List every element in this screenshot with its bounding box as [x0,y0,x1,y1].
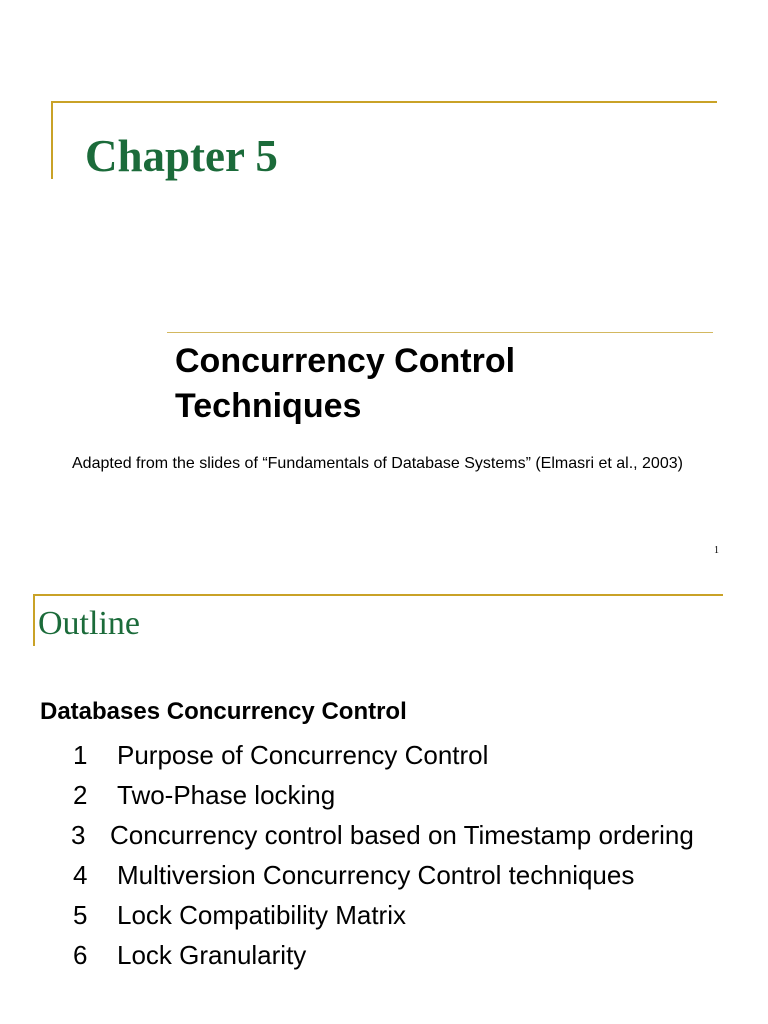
item-number: 2 [73,780,88,810]
item-number: 3 [71,820,86,850]
slide-main-title [175,339,515,429]
chapter-title: Chapter 5 [85,131,278,181]
item-text: Lock Granularity [117,940,307,970]
item-text: Lock Compatibility Matrix [117,900,406,930]
title-line-2: Techniques [175,387,362,425]
title-divider-line [167,332,713,333]
item-number: 6 [73,940,88,970]
item-number: 4 [73,860,88,890]
left-accent-line [51,101,53,179]
top-accent-line [51,101,717,103]
outline-slide [0,575,768,1024]
item-number: 1 [73,740,88,770]
item-text: Purpose of Concurrency Control [117,740,489,770]
outline-title: Outline [38,605,140,642]
section-heading: Databases Concurrency Control [40,698,407,725]
left-accent-line [33,594,35,646]
slide-subtitle: Adapted from the slides of “Fundamentals of Database Systems” (Elmasri et al., 2003) [72,455,683,472]
item-text: Multiversion Concurrency Control techniques [117,860,635,890]
top-accent-line [33,594,723,596]
page-number: 1 [714,545,719,556]
item-text: Two-Phase locking [117,780,336,810]
title-line-1: Concurrency Control [175,342,516,380]
item-number: 5 [73,900,88,930]
item-text: Concurrency control based on Timestamp ordering [110,820,694,850]
